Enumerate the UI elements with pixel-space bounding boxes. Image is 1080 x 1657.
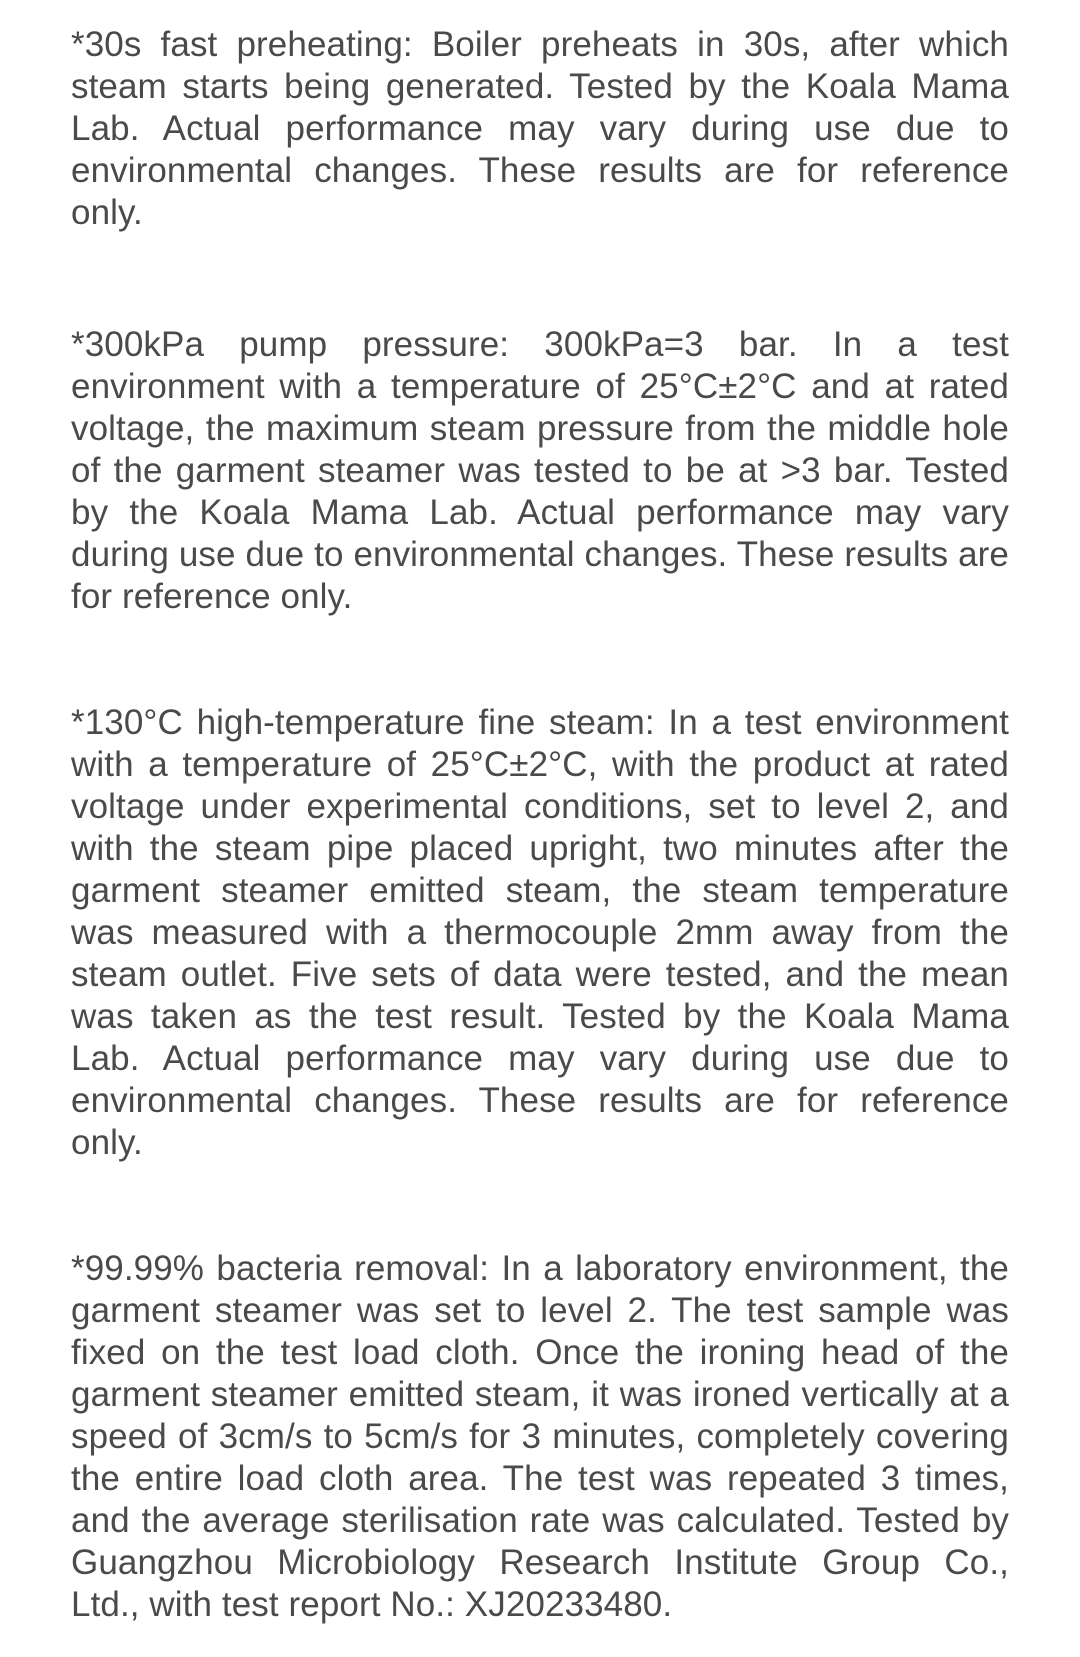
footnote-preheating: *30s fast preheating: Boiler preheats in 30s, after which steam starts being generated. Tested by the Koala Mama Lab. Actual performance may vary during use due to environmental changes. These results are for reference only. [71, 25, 1009, 232]
footnote-pump-pressure: *300kPa pump pressure: 300kPa=3 bar. In a test environment with a temperature of 25°C±2°C and at rated voltage, the maximum steam pressure from the middle hole of the garment steamer was tested to be at >3 bar. Tested by the Koala Mama Lab. Actual performance may vary during use due to environmental changes. These results are for reference only. [71, 325, 1009, 616]
footnotes-section [71, 24, 1009, 1626]
footnote-bacteria-removal: *99.99% bacteria removal: In a laboratory environment, the garment steamer was set to level 2. The test sample was fixed on the test load cloth. Once the ironing head of the garment steamer emitted steam, it was ironed vertically at a speed of 3cm/s to 5cm/s for 3 minutes, completely covering the entire load cloth area. The test was repeated 3 times, and the average sterilisation rate was calculated. Tested by Guangzhou Microbiology Research Institute Group Co., Ltd., with test report No.: XJ20233480. [71, 1249, 1009, 1624]
footnote-steam-temperature: *130°C high-temperature fine steam: In a test environment with a temperature of 25°C±2°C, with the product at rated voltage under experimental conditions, set to level 2, and with the steam pipe placed upright, two minutes after the garment steamer emitted steam, the steam temperature was measured with a thermocouple 2mm away from the steam outlet. Five sets of data were tested, and the mean was taken as the test result. Tested by the Koala Mama Lab. Actual performance may vary during use due to environmental changes. These results are for reference only. [71, 703, 1009, 1162]
